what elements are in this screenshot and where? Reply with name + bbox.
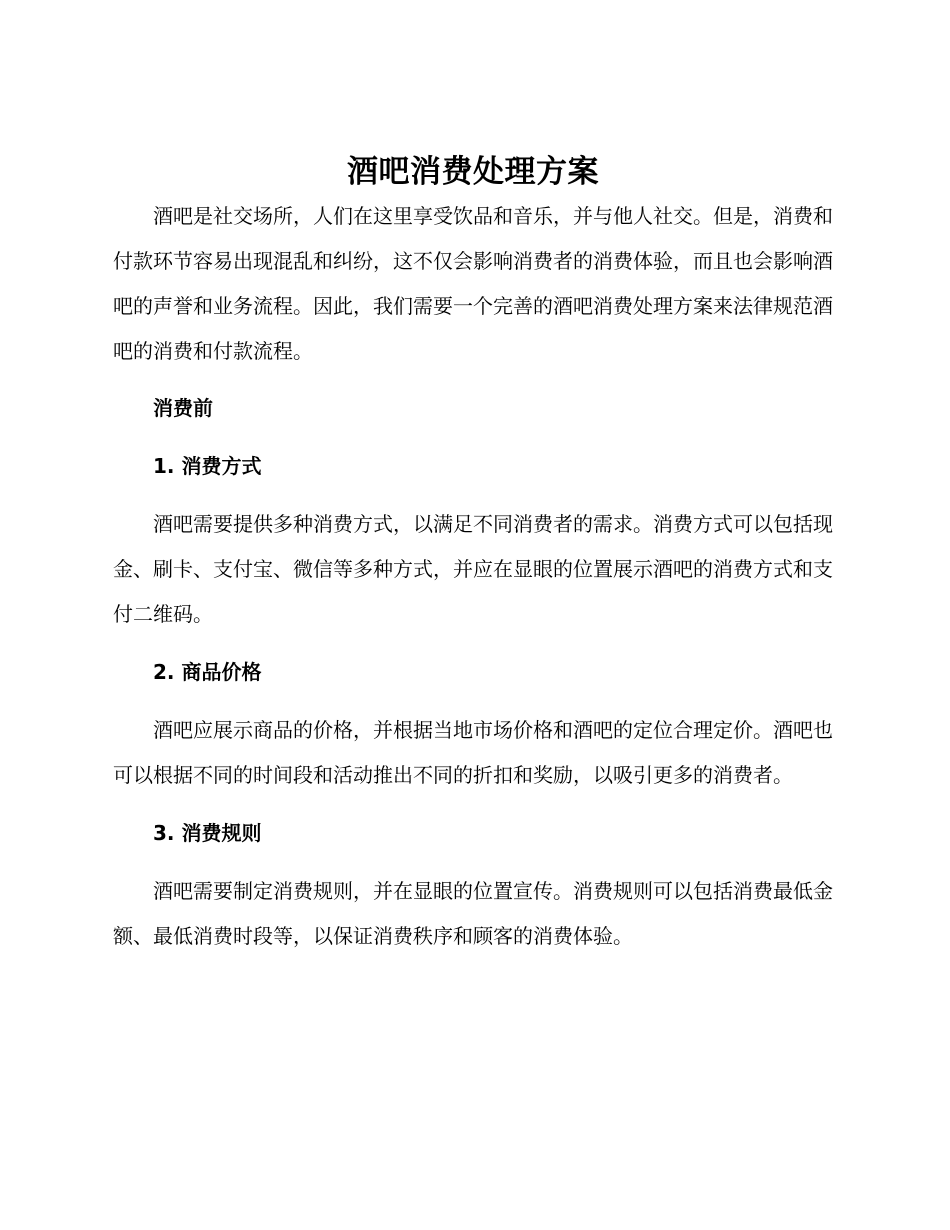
item-heading-consumption-rules: 3. 消费规则: [153, 821, 262, 845]
spacer: [113, 798, 833, 811]
section-heading-before-consumption: 消费前: [153, 396, 213, 420]
document-content: [113, 150, 833, 959]
spacer: [113, 374, 833, 386]
document-title: 酒吧消费处理方案: [347, 154, 599, 190]
spacer: [113, 489, 833, 502]
intro-paragraph: 酒吧是社交场所，人们在这里享受饮品和音乐，并与他人社交。但是，消费和付款环节容易出现混乱和纠纷，这不仅会影响消费者的消费体验，而且也会影响酒吧的声誉和业务流程。因此，我们需要一个完善的酒吧消费处理方案来法律规范酒吧的消费和付款流程。: [113, 204, 833, 363]
item-body-payment-methods: 酒吧需要提供多种消费方式，以满足不同消费者的需求。消费方式可以包括现金、刷卡、支付宝、微信等多种方式，并应在显眼的位置展示酒吧的消费方式和支付二维码。: [113, 512, 833, 626]
item-heading-product-prices: 2. 商品价格: [153, 660, 262, 684]
item-heading-payment-methods: 1. 消费方式: [153, 454, 262, 478]
spacer: [113, 856, 833, 869]
item-body-product-prices: 酒吧应展示商品的价格，并根据当地市场价格和酒吧的定位合理定价。酒吧也可以根据不同的时间段和活动推出不同的折扣和奖励，以吸引更多的消费者。: [113, 718, 833, 787]
spacer: [113, 431, 833, 444]
item-body-consumption-rules: 酒吧需要制定消费规则，并在显眼的位置宣传。消费规则可以包括消费最低金额、最低消费时段等，以保证消费秩序和顾客的消费体验。: [113, 879, 833, 948]
spacer: [113, 637, 833, 650]
spacer: [113, 695, 833, 708]
